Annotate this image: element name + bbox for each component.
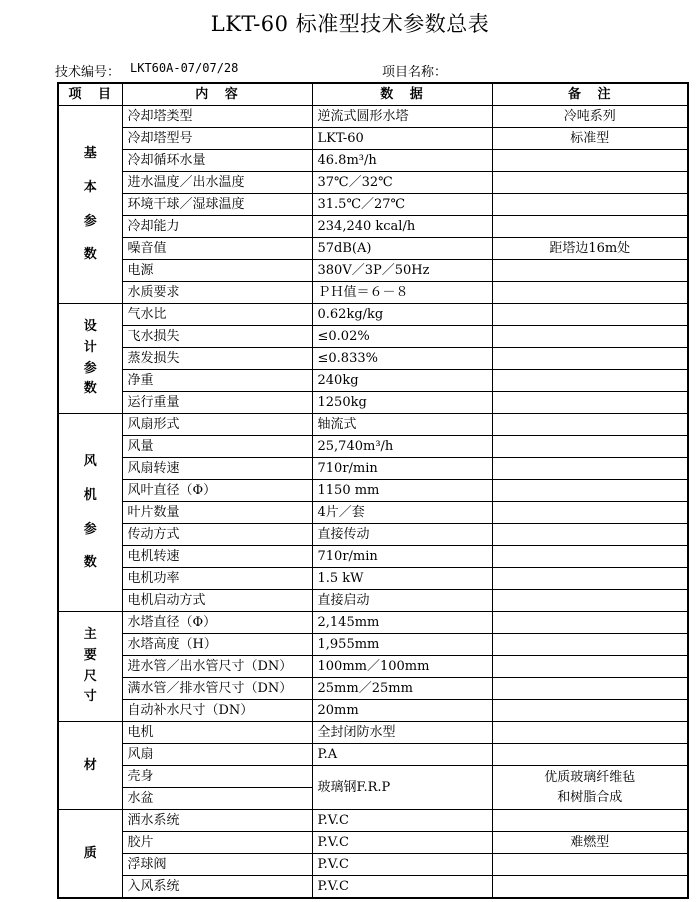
category-cell: 基 本 参 数 — [58, 106, 122, 304]
remark-cell: 优质玻璃纤维毡 和树脂合成 — [492, 766, 688, 810]
data-cell: 1150 mm — [312, 480, 492, 502]
table-row — [58, 590, 688, 612]
table-row — [58, 216, 688, 238]
table-row — [58, 568, 688, 590]
data-cell: P.V.C — [312, 832, 492, 854]
table-row — [58, 744, 688, 766]
content-cell: 风扇形式 — [122, 414, 312, 436]
data-cell: 46.8m³/h — [312, 150, 492, 172]
remark-cell — [492, 700, 688, 722]
data-cell: 2,145mm — [312, 612, 492, 634]
tech-no-label: 技术编号： — [55, 65, 121, 80]
remark-cell — [492, 810, 688, 832]
content-cell: 入风系统 — [122, 876, 312, 899]
content-cell: 满水管／排水管尺寸（DN） — [122, 678, 312, 700]
remark-cell — [492, 524, 688, 546]
remark-cell — [492, 722, 688, 744]
content-cell: 风扇 — [122, 744, 312, 766]
data-cell: 1,955mm — [312, 634, 492, 656]
table-row — [58, 766, 688, 788]
data-cell: 57dB(A) — [312, 238, 492, 260]
data-cell: ≤0.833% — [312, 348, 492, 370]
content-cell: 电机转速 — [122, 546, 312, 568]
content-cell: 运行重量 — [122, 392, 312, 414]
content-cell: 胶片 — [122, 832, 312, 854]
content-cell: 冷却循环水量 — [122, 150, 312, 172]
content-cell: 冷却能力 — [122, 216, 312, 238]
content-cell: 电源 — [122, 260, 312, 282]
content-cell: 水塔直径（Φ） — [122, 612, 312, 634]
data-cell: LKT-60 — [312, 128, 492, 150]
content-cell: 风叶直径（Φ） — [122, 480, 312, 502]
tech-no-value: LKT60A-07/07/28 — [130, 61, 239, 75]
table-row — [58, 150, 688, 172]
data-cell: 逆流式圆形水塔 — [312, 106, 492, 128]
table-row — [58, 524, 688, 546]
content-cell: 气水比 — [122, 304, 312, 326]
data-cell: 1250kg — [312, 392, 492, 414]
content-cell: 蒸发损失 — [122, 348, 312, 370]
remark-cell: 冷吨系列 — [492, 106, 688, 128]
remark-cell — [492, 854, 688, 876]
table-row — [58, 436, 688, 458]
table-header-row — [58, 83, 688, 106]
table-row — [58, 876, 688, 899]
data-cell: 100mm／100mm — [312, 656, 492, 678]
spec-table — [57, 82, 689, 899]
remark-cell — [492, 568, 688, 590]
content-cell: 浮球阀 — [122, 854, 312, 876]
remark-cell — [492, 612, 688, 634]
remark-cell — [492, 326, 688, 348]
remark-cell — [492, 172, 688, 194]
remark-cell — [492, 678, 688, 700]
content-cell: 水质要求 — [122, 282, 312, 304]
content-cell: 冷却塔型号 — [122, 128, 312, 150]
data-cell: P.A — [312, 744, 492, 766]
page-title: LKT-60 标准型技术参数总表 — [210, 12, 490, 36]
table-row — [58, 480, 688, 502]
header-remark: 备 注 — [492, 83, 688, 106]
content-cell: 电机功率 — [122, 568, 312, 590]
content-cell: 传动方式 — [122, 524, 312, 546]
document-meta — [55, 61, 695, 79]
remark-cell — [492, 216, 688, 238]
table-row — [58, 106, 688, 128]
data-cell: 25mm／25mm — [312, 678, 492, 700]
data-cell: 20mm — [312, 700, 492, 722]
content-cell: 洒水系统 — [122, 810, 312, 832]
data-cell: 31.5℃／27℃ — [312, 194, 492, 216]
table-row — [58, 502, 688, 524]
table-row — [58, 700, 688, 722]
remark-cell — [492, 194, 688, 216]
content-cell: 自动补水尺寸（DN） — [122, 700, 312, 722]
content-cell: 净重 — [122, 370, 312, 392]
content-cell: 水盆 — [122, 788, 312, 810]
data-cell: 4片／套 — [312, 502, 492, 524]
data-cell: 直接启动 — [312, 590, 492, 612]
table-row — [58, 348, 688, 370]
remark-cell — [492, 304, 688, 326]
table-row — [58, 172, 688, 194]
data-cell: 37℃／32℃ — [312, 172, 492, 194]
table-row — [58, 678, 688, 700]
table-row — [58, 128, 688, 150]
header-data: 数 据 — [312, 83, 492, 106]
table-row — [58, 656, 688, 678]
category-cell: 设 计 参 数 — [58, 304, 122, 414]
content-cell: 水塔高度（H） — [122, 634, 312, 656]
table-row — [58, 458, 688, 480]
table-row — [58, 612, 688, 634]
content-cell: 冷却塔类型 — [122, 106, 312, 128]
remark-cell — [492, 656, 688, 678]
category-cell: 风 机 参 数 — [58, 414, 122, 612]
project-name-label: 项目名称： — [382, 65, 448, 80]
remark-cell: 难燃型 — [492, 832, 688, 854]
table-row — [58, 260, 688, 282]
remark-cell — [492, 634, 688, 656]
content-cell: 风扇转速 — [122, 458, 312, 480]
table-row — [58, 370, 688, 392]
table-row — [58, 304, 688, 326]
header-item: 项 目 — [58, 83, 122, 106]
data-cell: 玻璃钢F.R.P — [312, 766, 492, 810]
table-row — [58, 854, 688, 876]
content-cell: 电机启动方式 — [122, 590, 312, 612]
table-row — [58, 392, 688, 414]
table-row — [58, 722, 688, 744]
remark-cell — [492, 414, 688, 436]
content-cell: 进水温度／出水温度 — [122, 172, 312, 194]
category-cell: 材 — [58, 722, 122, 810]
table-row — [58, 546, 688, 568]
table-row — [58, 238, 688, 260]
category-cell: 质 — [58, 810, 122, 899]
data-cell: 直接传动 — [312, 524, 492, 546]
data-cell: P.V.C — [312, 876, 492, 899]
remark-cell — [492, 436, 688, 458]
remark-cell — [492, 546, 688, 568]
data-cell: ≤0.02% — [312, 326, 492, 348]
remark-cell — [492, 590, 688, 612]
table-row — [58, 194, 688, 216]
remark-cell: 距塔边16m处 — [492, 238, 688, 260]
content-cell: 壳身 — [122, 766, 312, 788]
content-cell: 叶片数量 — [122, 502, 312, 524]
content-cell: 进水管／出水管尺寸（DN） — [122, 656, 312, 678]
data-cell: 1.5 kW — [312, 568, 492, 590]
data-cell: P.V.C — [312, 854, 492, 876]
data-cell: 380V／3P／50Hz — [312, 260, 492, 282]
data-cell: 240kg — [312, 370, 492, 392]
data-cell: ＰＨ值＝６－８ — [312, 282, 492, 304]
remark-cell: 标准型 — [492, 128, 688, 150]
table-row — [58, 810, 688, 832]
remark-cell — [492, 744, 688, 766]
data-cell: 0.62kg/kg — [312, 304, 492, 326]
remark-cell — [492, 392, 688, 414]
remark-cell — [492, 150, 688, 172]
data-cell: 710r/min — [312, 546, 492, 568]
content-cell: 电机 — [122, 722, 312, 744]
data-cell: 234,240 kcal/h — [312, 216, 492, 238]
table-row — [58, 832, 688, 854]
data-cell: 全封闭防水型 — [312, 722, 492, 744]
data-cell: 轴流式 — [312, 414, 492, 436]
remark-cell — [492, 260, 688, 282]
table-row — [58, 282, 688, 304]
remark-cell — [492, 876, 688, 899]
spec-table-body — [58, 106, 688, 899]
content-cell: 噪音值 — [122, 238, 312, 260]
remark-cell — [492, 458, 688, 480]
content-cell: 风量 — [122, 436, 312, 458]
table-row — [58, 634, 688, 656]
remark-cell — [492, 370, 688, 392]
data-cell: 710r/min — [312, 458, 492, 480]
data-cell: P.V.C — [312, 810, 492, 832]
remark-cell — [492, 348, 688, 370]
category-cell: 主 要 尺 寸 — [58, 612, 122, 722]
table-row — [58, 326, 688, 348]
data-cell: 25,740m³/h — [312, 436, 492, 458]
header-content: 内 容 — [122, 83, 312, 106]
table-row — [58, 414, 688, 436]
remark-cell — [492, 282, 688, 304]
remark-cell — [492, 502, 688, 524]
content-cell: 飞水损失 — [122, 326, 312, 348]
remark-cell — [492, 480, 688, 502]
content-cell: 环境干球／湿球温度 — [122, 194, 312, 216]
